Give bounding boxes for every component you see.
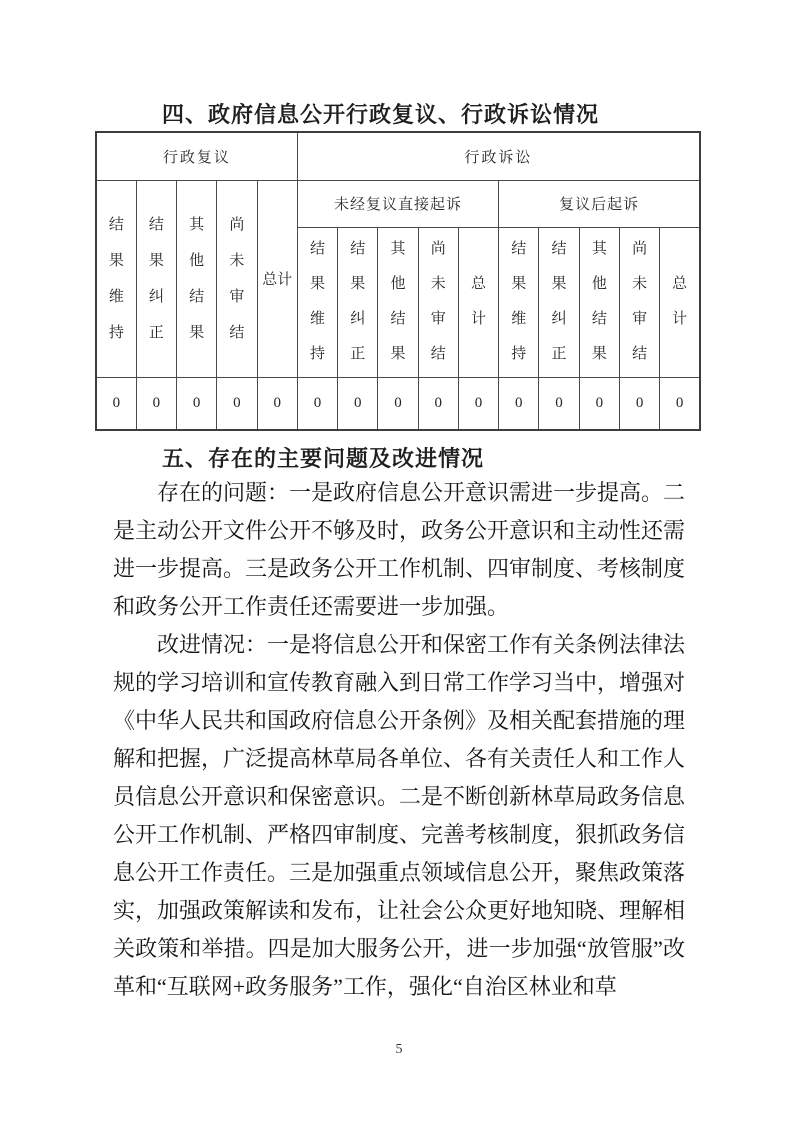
col-label-pending (217, 180, 257, 377)
col-label-text: 尚未审结 (430, 241, 446, 362)
col-label-text: 其他结果 (591, 241, 607, 362)
col-label-total (660, 227, 700, 377)
table-value: 0 (579, 377, 619, 430)
table-value: 0 (458, 377, 498, 430)
col-label-result-upheld (297, 227, 337, 377)
table-value: 0 (418, 377, 458, 430)
paragraph-problems: 存在的问题：一是政府信息公开意识需进一步提高。二是主动公开文件公开不够及时，政务公开意识和主动性还需进一步提高。三是政务公开工作机制、四审制度、考核制度和政务公开工作责任还需要进一步加强。 (113, 480, 686, 619)
table-value: 0 (217, 377, 257, 430)
table-value: 0 (338, 377, 378, 430)
col-label-result-corrected (338, 227, 378, 377)
col-label-result-upheld (499, 227, 539, 377)
table-value: 0 (660, 377, 700, 430)
col-label-text: 其他结果 (189, 216, 205, 341)
table-value: 0 (96, 377, 136, 430)
col-label-text: 尚未审结 (229, 216, 245, 341)
col-label-pending (619, 227, 659, 377)
col-label-text: 总计 (471, 276, 487, 327)
table-value: 0 (499, 377, 539, 430)
col-label-other-result (378, 227, 418, 377)
subgroup-header-after-reconsideration: 复议后起诉 (499, 180, 700, 227)
col-label-other-result (579, 227, 619, 377)
group-header-reconsideration: 行政复议 (96, 132, 297, 180)
col-label-text: 总计 (672, 276, 688, 327)
table-value: 0 (539, 377, 579, 430)
paragraph-improvements: 改进情况：一是将信息公开和保密工作有关条例法律法规的学习培训和宣传教育融入到日常工作学习当中，增强对《中华人民共和国政府信息公开条例》及相关配套措施的理解和把握，广泛提高林草局各单位、各有关责任人和工作人员信息公开意识和保密意识。二是不断创新林草局政务信息公开工作机制、严格四审制度、完善考核制度，狠抓政务信息公开工作责任。三是加强重点领域信息公开，聚焦政策落实，加强政策解读和发布，让社会公众更好地知晓、理解相关政策和举措。四是加大服务公开，进一步加强“放管服”改革和“互联网+政务服务”工作，强化“自治区林业和草 (113, 632, 686, 999)
page-number: 5 (395, 1042, 403, 1057)
col-label-result-corrected (136, 180, 176, 377)
table-value: 0 (378, 377, 418, 430)
table-value: 0 (136, 377, 176, 430)
col-label-pending (418, 227, 458, 377)
col-label-other-result (177, 180, 217, 377)
table-value: 0 (619, 377, 659, 430)
col-label-text: 结果纠正 (148, 216, 164, 341)
col-label-text: 其他结果 (390, 241, 406, 362)
section-4-title: 四、政府信息公开行政复议、行政诉讼情况 (162, 102, 600, 127)
table-value: 0 (297, 377, 337, 430)
col-label-text: 结果维持 (309, 241, 325, 362)
table-value: 0 (177, 377, 217, 430)
section-5-title: 五、存在的主要问题及改进情况 (162, 446, 485, 471)
col-label-text: 结果纠正 (350, 241, 366, 362)
col-label-text: 结果维持 (511, 241, 527, 362)
body-text (113, 474, 685, 1006)
col-label-text: 结果纠正 (551, 241, 567, 362)
group-header-litigation: 行政诉讼 (297, 132, 700, 180)
subgroup-header-direct-lawsuit: 未经复议直接起诉 (297, 180, 498, 227)
col-label-total (458, 227, 498, 377)
col-label-text: 尚未审结 (632, 241, 648, 362)
admin-review-litigation-table (95, 131, 701, 431)
col-label-result-upheld (96, 180, 136, 377)
col-label-text: 结果维持 (108, 216, 124, 341)
col-label-result-corrected (539, 227, 579, 377)
col-label-total: 总计 (257, 180, 297, 377)
table-value: 0 (257, 377, 297, 430)
